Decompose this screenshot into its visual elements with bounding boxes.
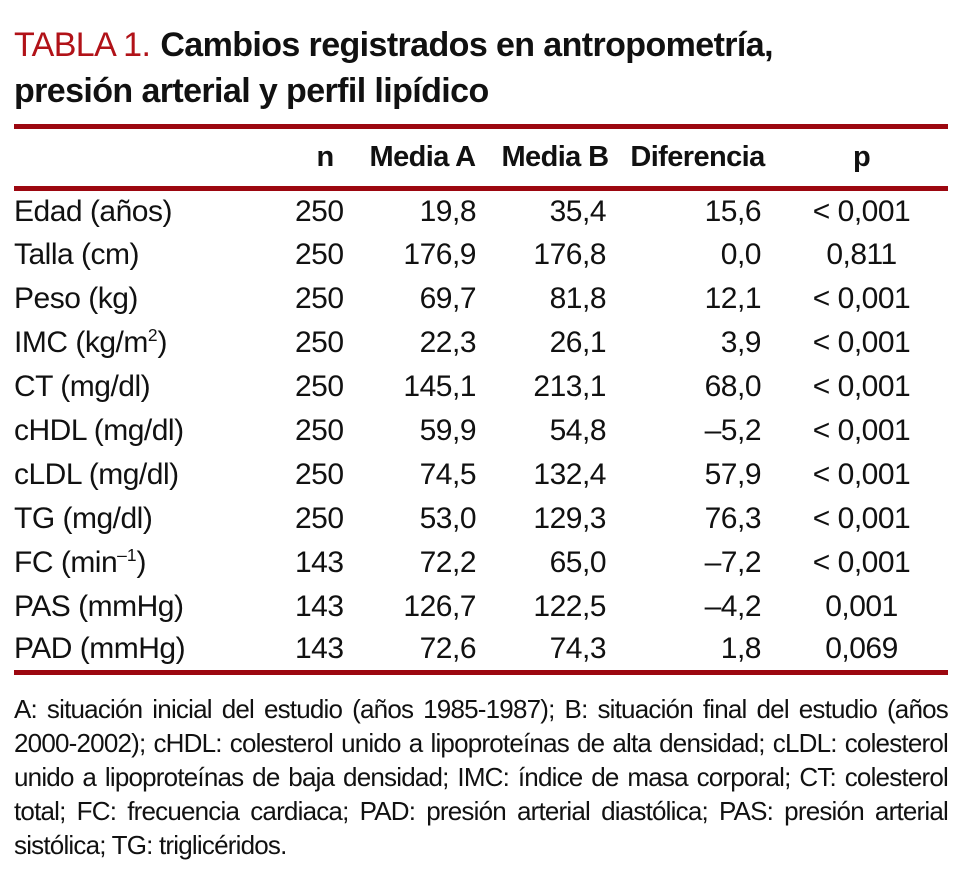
cell-p: < 0,001: [812, 281, 911, 315]
table-body: [14, 189, 948, 673]
cell-media-a: 176,9: [403, 237, 476, 271]
cell-media-a: 72,2: [419, 545, 476, 579]
cell-media-a: 53,0: [419, 501, 476, 535]
cell-media-a: 19,8: [419, 194, 476, 228]
cell-p: 0,811: [826, 237, 897, 271]
row-label: PAD (mmHg): [14, 629, 295, 673]
cell-diferencia: 1,8: [620, 629, 775, 673]
row-label: TG (mg/dl): [14, 501, 153, 535]
cell-diferencia: 0,0: [720, 237, 761, 271]
cell-media-b: 54,8: [549, 413, 606, 447]
col-header-media-b: Media B: [490, 127, 620, 189]
cell-p: < 0,001: [812, 457, 911, 491]
table-row: [14, 585, 948, 629]
cell-n: 250: [295, 281, 344, 315]
cell-media-a: 145,1: [403, 369, 476, 403]
cell-diferencia: 76,3: [704, 501, 761, 535]
cell-media-a: 126,7: [403, 589, 476, 623]
cell-p: < 0,001: [812, 501, 911, 535]
cell-n: 250: [295, 501, 344, 535]
cell-diferencia: 12,1: [704, 281, 761, 315]
cell-n: 250: [295, 413, 344, 447]
cell-media-b: 213,1: [533, 369, 606, 403]
row-label-superscript: 2: [147, 325, 158, 345]
cell-n: 250: [295, 457, 344, 491]
row-label: IMC $(kg/m^2)$: [14, 325, 167, 359]
table-row: [14, 497, 948, 541]
table-row: [14, 321, 948, 365]
row-label: Talla (cm): [14, 237, 140, 271]
cell-media-a: 69,7: [419, 281, 476, 315]
cell-p: < 0,001: [812, 413, 911, 447]
cell-diferencia: –4,2: [704, 589, 761, 623]
cell-diferencia: 3,9: [720, 325, 761, 359]
row-label: CT (mg/dl): [14, 369, 151, 403]
table-row: [14, 409, 948, 453]
cell-p: 0,069: [775, 629, 948, 673]
footnote: A: situación inicial del estudio (años 1985-1987); B: situación final del estudio (años 2000-2002); cHDL: colesterol unido a lipoproteínas de alta densidad; cLDL: colesterol unido a lipoproteínas de baja densidad; IMC: índice de masa corporal; CT: colesterol total; FC: frecuencia cardiaca; PAD: presión arterial diastólica; PAS: presión arterial sistólica; TG: triglicéridos.: [14, 694, 948, 860]
cell-p: < 0,001: [812, 194, 911, 228]
cell-n: 143: [295, 589, 344, 623]
cell-n: 143: [295, 629, 355, 673]
row-label: cLDL (mg/dl): [14, 457, 179, 491]
col-header-p: p: [775, 127, 948, 189]
cell-n: 143: [295, 545, 344, 579]
cell-diferencia: –7,2: [704, 545, 761, 579]
row-label: Edad (años): [14, 194, 172, 228]
row-label: Peso (kg): [14, 281, 138, 315]
cell-diferencia: 68,0: [704, 369, 761, 403]
table-row: [14, 541, 948, 585]
header-row: [14, 127, 948, 189]
col-header-media-a: Media A: [355, 127, 490, 189]
table-title-line2: presión arterial y perfil lipídico: [14, 72, 489, 110]
cell-media-b: 35,4: [549, 194, 606, 228]
table-title: [14, 22, 948, 114]
cell-media-b: 65,0: [549, 545, 606, 579]
cell-p: < 0,001: [812, 369, 911, 403]
cell-diferencia: 15,6: [704, 194, 761, 228]
cell-media-b: 26,1: [549, 325, 606, 359]
table-title-line1: Cambios registrados en antropometría,: [160, 26, 773, 64]
table-header: [14, 127, 948, 189]
table-number-tag: TABLA 1.: [14, 26, 151, 64]
row-label: FC $(\min^{-1})$: [14, 545, 146, 579]
cell-media-a: 22,3: [419, 325, 476, 359]
table-row: [14, 189, 948, 233]
cell-media-b: 122,5: [533, 589, 606, 623]
cell-n: 250: [295, 325, 344, 359]
cell-n: 250: [295, 237, 344, 271]
col-header-variable: [14, 127, 295, 189]
cell-p: < 0,001: [812, 325, 911, 359]
col-header-diferencia: Diferencia: [620, 127, 775, 189]
row-label: PAS (mmHg): [14, 589, 184, 623]
table-row: [14, 233, 948, 277]
col-header-n: n: [295, 127, 355, 189]
table-row: [14, 629, 948, 673]
cell-media-a: 59,9: [419, 413, 476, 447]
row-label: cHDL (mg/dl): [14, 413, 184, 447]
cell-media-a: 72,6: [355, 629, 490, 673]
cell-media-b: 176,8: [533, 237, 606, 271]
cell-n: 250: [295, 194, 344, 228]
cell-media-b: 81,8: [549, 281, 606, 315]
cell-media-b: 132,4: [533, 457, 606, 491]
results-table: [14, 124, 948, 675]
cell-diferencia: 57,9: [704, 457, 761, 491]
cell-n: 250: [295, 369, 344, 403]
table-row: [14, 453, 948, 497]
cell-media-a: 74,5: [419, 457, 476, 491]
cell-media-b: 74,3: [490, 629, 620, 673]
table-row: [14, 365, 948, 409]
row-label-superscript: –1: [117, 545, 137, 565]
cell-media-b: 129,3: [533, 501, 606, 535]
cell-p: < 0,001: [812, 545, 911, 579]
cell-p: 0,001: [825, 589, 898, 623]
cell-diferencia: –5,2: [704, 413, 761, 447]
table-row: [14, 277, 948, 321]
